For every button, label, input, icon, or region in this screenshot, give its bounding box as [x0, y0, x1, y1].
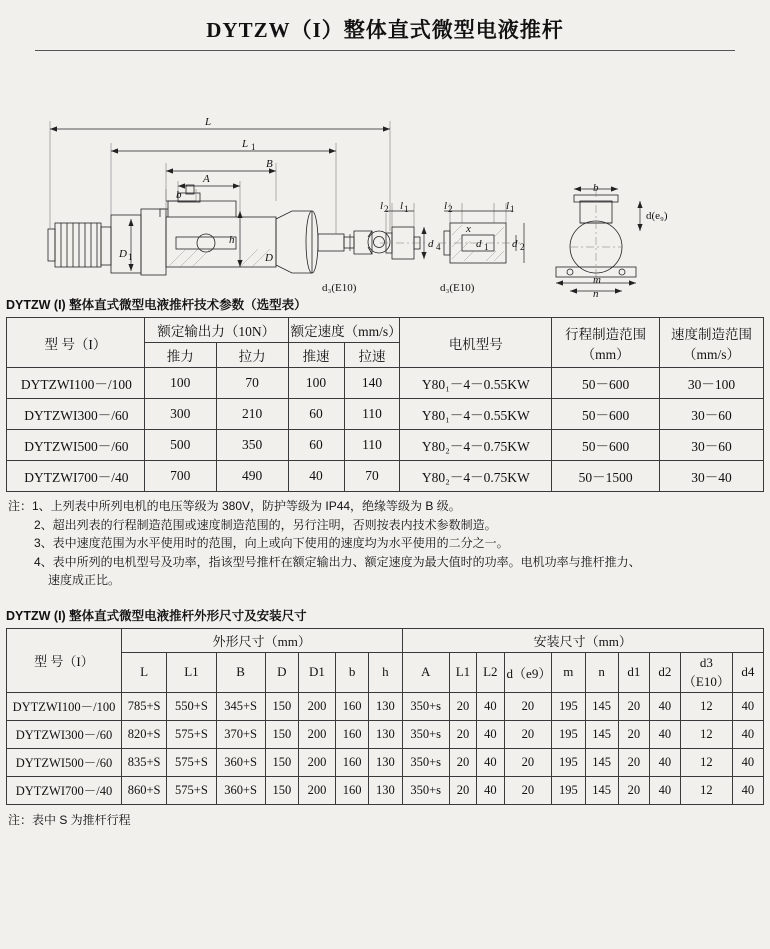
- dim-cell-d2: 40: [649, 692, 680, 720]
- spec-cell-speed: 30－60: [660, 399, 764, 430]
- dim-cell-d3: 12: [680, 692, 732, 720]
- drawing-label-l2-mid-sub: 2: [448, 204, 453, 214]
- dim-cell-model: DYTZWI300－/60: [7, 720, 122, 748]
- drawing-label-A: A: [203, 173, 210, 185]
- drawing-label-D1: D: [119, 248, 127, 260]
- drawing-label-h: h: [229, 234, 235, 246]
- dim-cell-h: 130: [369, 776, 402, 804]
- drawing-label-d3-e10-mid: d₃(E10): [440, 282, 475, 294]
- dim-cell-h: 130: [369, 748, 402, 776]
- dim-cell-d: 20: [504, 776, 552, 804]
- spec-cell-motor: Y80₂－4－0.75KW: [400, 430, 552, 461]
- dim-cell-d2: 40: [649, 776, 680, 804]
- dimension-table: [6, 628, 764, 805]
- dim-cell-A: 350+s: [402, 776, 449, 804]
- table-row: [7, 720, 764, 748]
- dim-header-b: b: [335, 652, 368, 692]
- spec-cell-push: 100: [144, 368, 216, 399]
- dim-cell-L1: 575+S: [167, 720, 216, 748]
- spec-note-3: 3、表中速度范围为水平使用时的范围，向上或向下使用的速度均为水平使用的二分之一。: [34, 536, 509, 551]
- drawing-label-d3-e10-left: d₃(E10): [322, 282, 357, 294]
- dim-cell-b: 160: [335, 692, 368, 720]
- dim-cell-AL2: 40: [477, 692, 504, 720]
- dim-cell-L: 835+S: [121, 748, 166, 776]
- drawing-label-d2-mid-sub: 2: [520, 242, 525, 252]
- dim-cell-D1: 200: [298, 720, 335, 748]
- dim-cell-b: 160: [335, 748, 368, 776]
- dim-cell-D: 150: [265, 720, 298, 748]
- dim-header-L1: L1: [167, 652, 216, 692]
- spec-cell-pull: 490: [216, 461, 288, 492]
- dim-cell-L1: 575+S: [167, 748, 216, 776]
- dim-cell-L: 820+S: [121, 720, 166, 748]
- spec-cell-pull: 350: [216, 430, 288, 461]
- dim-cell-AL2: 40: [477, 776, 504, 804]
- spec-cell-motor: Y80₂－4－0.75KW: [400, 461, 552, 492]
- drawing-label-d1-mid-sub: 1: [484, 242, 489, 252]
- table-row: [7, 776, 764, 804]
- spec-cell-stroke: 50－600: [552, 368, 660, 399]
- spec-cell-pull-speed: 110: [344, 399, 400, 430]
- dim-header-outline: 外形尺寸（mm）: [121, 628, 402, 652]
- dim-cell-h: 130: [369, 720, 402, 748]
- dim-header-AL2: L2: [477, 652, 504, 692]
- spec-cell-model: DYTZWI700－/40: [7, 461, 145, 492]
- spec-cell-stroke: 50－600: [552, 399, 660, 430]
- dim-header-AL1: L1: [449, 652, 476, 692]
- dim-cell-model: DYTZWI100－/100: [7, 692, 122, 720]
- spec-cell-motor: Y80₁－4－0.55KW: [400, 399, 552, 430]
- spec-cell-push-speed: 40: [288, 461, 344, 492]
- dim-cell-n: 145: [585, 748, 618, 776]
- drawing-label-d4-left-sub: 4: [436, 242, 441, 252]
- drawing-label-l2-left-sub: 2: [384, 204, 389, 214]
- drawing-label-x-mid: x: [466, 223, 471, 235]
- drawing-label-d1-mid: d: [476, 238, 482, 250]
- spec-section-heading: DYTZW (I) 整体直式微型电液推杆技术参数（选型表）: [6, 298, 307, 312]
- dim-cell-d1: 20: [618, 748, 649, 776]
- spec-cell-motor: Y80₁－4－0.55KW: [400, 368, 552, 399]
- dim-header-m: m: [552, 652, 585, 692]
- table-row: [7, 461, 764, 492]
- dim-header-model: 型 号（I）: [7, 628, 122, 692]
- dim-cell-D: 150: [265, 692, 298, 720]
- dim-cell-L1: 550+S: [167, 692, 216, 720]
- dim-cell-L: 860+S: [121, 776, 166, 804]
- spec-header-push: 推力: [144, 343, 216, 368]
- spec-header-rated-output: 额定输出力（10N）: [144, 318, 288, 343]
- spec-cell-model: DYTZWI100－/100: [7, 368, 145, 399]
- drawing-label-l1-mid: l: [506, 200, 510, 212]
- spec-note-4: 4、表中所列的电机型号及功率，指该型号推杆在额定输出力、额定速度为最大值时的功率。电机功率与推杆推力、: [34, 554, 641, 569]
- dim-cell-B: 360+S: [216, 776, 265, 804]
- table-row: [7, 399, 764, 430]
- drawing-label-l2-mid: l: [444, 200, 448, 212]
- dim-cell-D1: 200: [298, 776, 335, 804]
- dim-cell-m: 195: [552, 748, 585, 776]
- spec-cell-push-speed: 60: [288, 399, 344, 430]
- dim-cell-d: 20: [504, 720, 552, 748]
- spec-header-pull: 拉力: [216, 343, 288, 368]
- spec-header-motor-model: 电机型号: [400, 318, 552, 368]
- spec-cell-speed: 30－40: [660, 461, 764, 492]
- dim-cell-m: 195: [552, 776, 585, 804]
- drawing-label-L1-sub: 1: [251, 142, 256, 152]
- drawing-label-l1-left: l: [400, 200, 404, 212]
- dim-cell-d1: 20: [618, 776, 649, 804]
- spec-cell-model: DYTZWI500－/60: [7, 430, 145, 461]
- dim-cell-m: 195: [552, 720, 585, 748]
- drawing-label-D1-sub: 1: [128, 252, 133, 262]
- dim-cell-d2: 40: [649, 720, 680, 748]
- drawing-label-b-right: b: [593, 182, 599, 194]
- dim-header-D1: D1: [298, 652, 335, 692]
- spec-notes: [0, 492, 770, 592]
- drawing-label-d-e9: d(e₉): [646, 210, 668, 222]
- dim-header-d: d（e9）: [504, 652, 552, 692]
- dim-cell-d: 20: [504, 692, 552, 720]
- spec-table-header-row-1: [7, 318, 764, 343]
- spec-note-4b: 速度成正比。: [48, 573, 121, 588]
- dim-cell-d3: 12: [680, 748, 732, 776]
- dim-table-header-row-1: [7, 628, 764, 652]
- spec-cell-pull-speed: 110: [344, 430, 400, 461]
- spec-header-push-speed: 推速: [288, 343, 344, 368]
- drawing-label-n: n: [593, 288, 599, 300]
- spec-note-1: 注：1、上列表中所列电机的电压等级为 380V，防护等级为 IP44，绝缘等级为 B 级。: [8, 499, 461, 513]
- dim-cell-AL1: 20: [449, 720, 476, 748]
- table-row: [7, 692, 764, 720]
- dim-cell-d4: 40: [732, 748, 763, 776]
- dim-cell-b: 160: [335, 776, 368, 804]
- dim-header-d4: d4: [732, 652, 763, 692]
- dim-header-A: A: [402, 652, 449, 692]
- dim-cell-AL1: 20: [449, 748, 476, 776]
- table-row: [7, 430, 764, 461]
- drawing-label-b: b: [176, 189, 182, 201]
- dim-cell-D1: 200: [298, 748, 335, 776]
- dim-section-heading: DYTZW (I) 整体直式微型电液推杆外形尺寸及安装尺寸: [6, 608, 307, 623]
- spec-cell-pull-speed: 140: [344, 368, 400, 399]
- spec-header-model: 型 号（I）: [7, 318, 145, 368]
- dim-cell-AL1: 20: [449, 776, 476, 804]
- dim-header-L: L: [121, 652, 166, 692]
- drawing-label-D: D: [265, 252, 273, 264]
- dim-cell-AL2: 40: [477, 748, 504, 776]
- dim-cell-model: DYTZWI500－/60: [7, 748, 122, 776]
- dim-cell-D1: 200: [298, 692, 335, 720]
- dim-cell-d4: 40: [732, 776, 763, 804]
- dim-cell-d1: 20: [618, 720, 649, 748]
- spec-cell-speed: 30－60: [660, 430, 764, 461]
- dim-cell-d4: 40: [732, 720, 763, 748]
- dim-cell-A: 350+s: [402, 720, 449, 748]
- drawing-label-l1-left-sub: 1: [404, 204, 409, 214]
- dim-cell-d1: 20: [618, 692, 649, 720]
- dim-cell-n: 145: [585, 692, 618, 720]
- dim-header-d1: d1: [618, 652, 649, 692]
- dim-cell-b: 160: [335, 720, 368, 748]
- dim-cell-AL2: 40: [477, 720, 504, 748]
- spec-table: [6, 317, 764, 492]
- dim-cell-A: 350+s: [402, 692, 449, 720]
- dim-header-d2: d2: [649, 652, 680, 692]
- spec-cell-stroke: 50－1500: [552, 461, 660, 492]
- dim-cell-m: 195: [552, 692, 585, 720]
- drawing-label-L1: L: [242, 138, 249, 150]
- spec-cell-pull: 210: [216, 399, 288, 430]
- dim-cell-model: DYTZWI700－/40: [7, 776, 122, 804]
- spec-cell-push-speed: 60: [288, 430, 344, 461]
- table-row: [7, 748, 764, 776]
- spec-cell-push-speed: 100: [288, 368, 344, 399]
- dim-cell-L1: 575+S: [167, 776, 216, 804]
- dim-note: 注：表中 S 为推杆行程: [8, 812, 131, 827]
- dim-cell-h: 130: [369, 692, 402, 720]
- dim-cell-B: 360+S: [216, 748, 265, 776]
- dim-header-B: B: [216, 652, 265, 692]
- dim-cell-d3: 12: [680, 776, 732, 804]
- spec-header-pull-speed: 拉速: [344, 343, 400, 368]
- spec-cell-push: 300: [144, 399, 216, 430]
- dim-cell-B: 345+S: [216, 692, 265, 720]
- spec-cell-pull-speed: 70: [344, 461, 400, 492]
- spec-cell-speed: 30－100: [660, 368, 764, 399]
- dim-cell-D: 150: [265, 748, 298, 776]
- dim-cell-AL1: 20: [449, 692, 476, 720]
- drawing-label-d2-mid: d: [512, 238, 518, 250]
- dim-cell-d3: 12: [680, 720, 732, 748]
- spec-header-speed-range: 速度制造范围（mm/s）: [660, 318, 764, 368]
- spec-note-2: 2、超出列表的行程制造范围或速度制造范围的，另行注明，否则按表内技术参数制造。: [34, 517, 497, 532]
- dim-header-D: D: [265, 652, 298, 692]
- drawing-label-m: m: [593, 274, 601, 286]
- dim-cell-L: 785+S: [121, 692, 166, 720]
- dim-cell-d2: 40: [649, 748, 680, 776]
- dim-header-h: h: [369, 652, 402, 692]
- spec-cell-stroke: 50－600: [552, 430, 660, 461]
- dim-header-install: 安装尺寸（mm）: [402, 628, 763, 652]
- drawing-label-l1-mid-sub: 1: [510, 204, 515, 214]
- dim-cell-n: 145: [585, 720, 618, 748]
- dim-cell-d4: 40: [732, 692, 763, 720]
- dim-cell-D: 150: [265, 776, 298, 804]
- dim-header-d3: d3（E10）: [680, 652, 732, 692]
- drawing-label-B: B: [266, 158, 273, 170]
- dim-cell-d: 20: [504, 748, 552, 776]
- spec-header-rated-speed: 额定速度（mm/s）: [288, 318, 400, 343]
- dim-cell-A: 350+s: [402, 748, 449, 776]
- dim-cell-n: 145: [585, 776, 618, 804]
- spec-cell-model: DYTZWI300－/60: [7, 399, 145, 430]
- drawing-label-d4-left: d: [428, 238, 434, 250]
- spec-header-stroke-range: 行程制造范围（mm）: [552, 318, 660, 368]
- spec-cell-pull: 70: [216, 368, 288, 399]
- dim-cell-B: 370+S: [216, 720, 265, 748]
- drawing-label-l2-left: l: [380, 200, 384, 212]
- dim-header-n: n: [585, 652, 618, 692]
- spec-cell-push: 500: [144, 430, 216, 461]
- technical-drawing: [0, 51, 770, 300]
- page-title: DYTZW（I）整体直式微型电液推杆: [206, 18, 564, 42]
- drawing-label-L: L: [205, 116, 212, 128]
- table-row: [7, 368, 764, 399]
- spec-cell-push: 700: [144, 461, 216, 492]
